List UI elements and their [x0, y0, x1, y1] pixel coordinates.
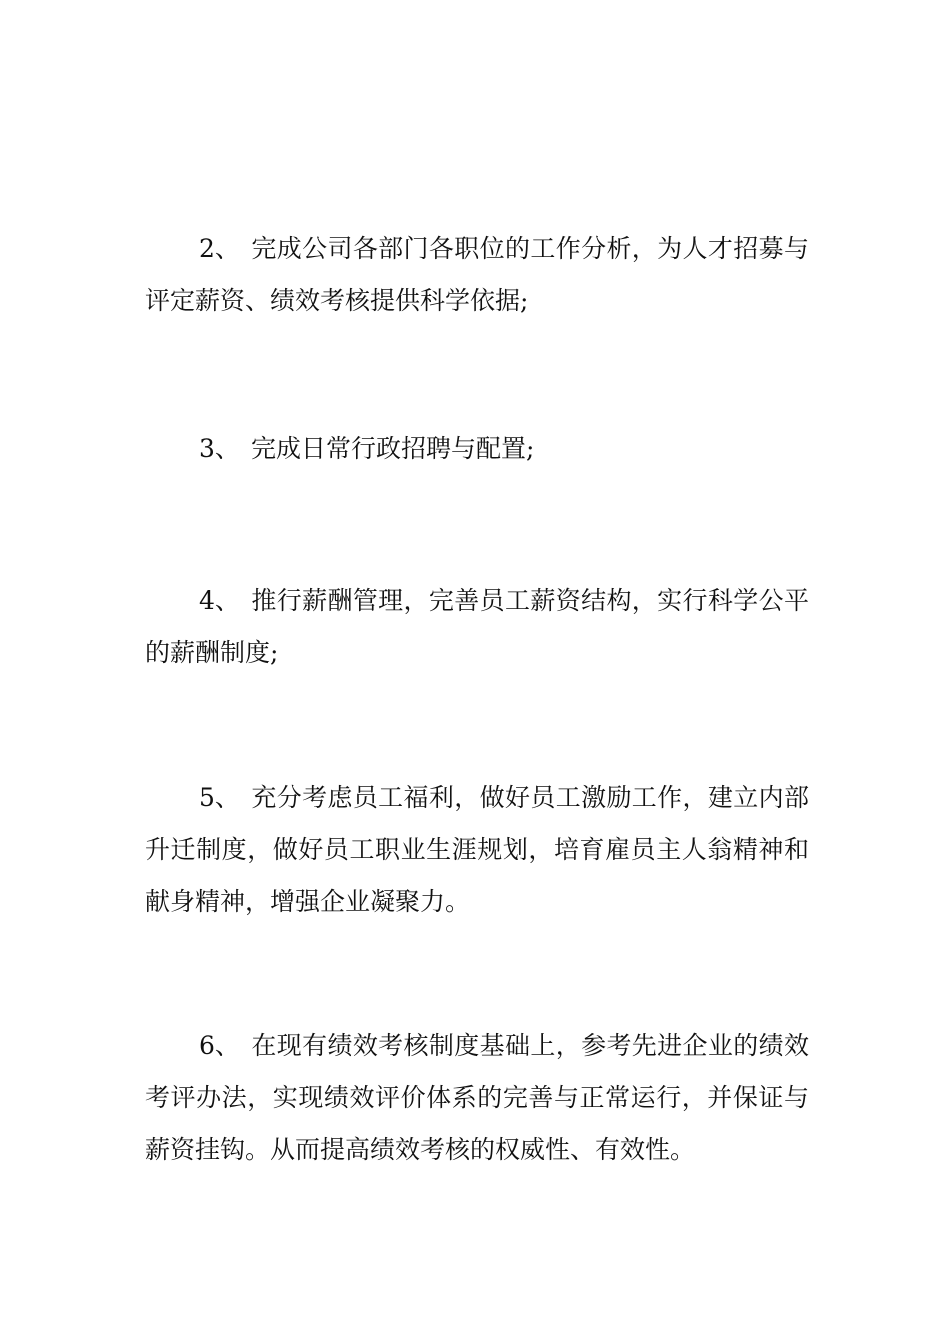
paragraph-item-2 — [145, 223, 809, 327]
paragraph-number: 3、 — [199, 434, 240, 463]
paragraph-text: 充分考虑员工福利，做好员工激励工作，建立内部升迁制度，做好员工职业生涯规划，培育雇员主人翁精神和献身精神，增强企业凝聚力。 — [145, 783, 809, 916]
paragraph-item-5 — [145, 772, 809, 928]
paragraph-text: 完成日常行政招聘与配置; — [251, 434, 535, 463]
paragraph-text: 完成公司各部门各职位的工作分析，为人才招募与评定薪资、绩效考核提供科学依据; — [145, 234, 809, 315]
paragraph-item-3 — [145, 423, 809, 475]
paragraph-text: 推行薪酬管理，完善员工薪资结构，实行科学公平的薪酬制度; — [145, 586, 809, 667]
paragraph-text: 在现有绩效考核制度基础上，参考先进企业的绩效考评办法，实现绩效评价体系的完善与正常运行，并保证与薪资挂钩。从而提高绩效考核的权威性、有效性。 — [145, 1031, 809, 1164]
paragraph-item-6 — [145, 1020, 809, 1176]
paragraph-number: 5、 — [199, 783, 240, 812]
paragraph-number: 6、 — [199, 1031, 240, 1060]
paragraph-number: 2、 — [199, 234, 240, 263]
paragraph-number: 4、 — [199, 586, 240, 615]
paragraph-item-4 — [145, 575, 809, 679]
